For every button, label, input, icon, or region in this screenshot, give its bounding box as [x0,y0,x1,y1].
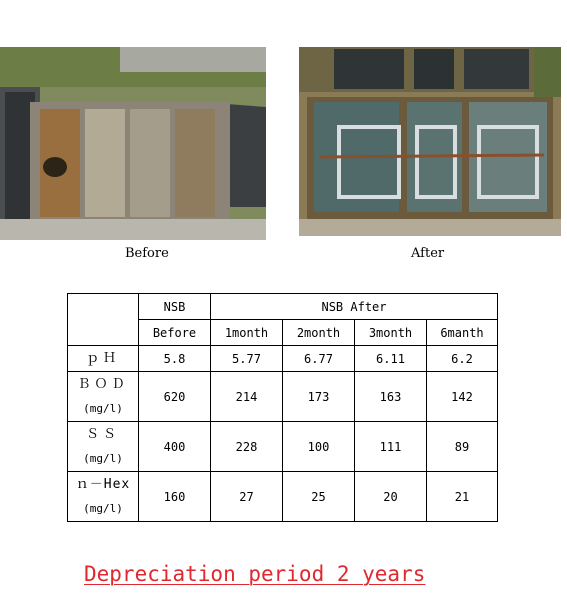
param-name-cell [68,422,139,472]
table-row-ss [68,422,498,472]
before-value-cell: 620 [139,372,211,422]
before-value-cell: 160 [139,472,211,522]
before-caption: Before [125,246,169,261]
param-name: ＳＳ [85,426,120,442]
param-name: ｎ－Hex [75,476,131,492]
value-cell: 6.11 [355,346,427,372]
period-header-cell: 2month [283,320,355,346]
value-cell: 214 [211,372,283,422]
value-cell: 163 [355,372,427,422]
value-cell: 173 [283,372,355,422]
param-name-cell [68,346,139,372]
before-photo [0,47,266,240]
param-name: ＢＯＤ [77,376,129,392]
param-unit: (mg/l) [83,401,123,415]
value-cell: 27 [211,472,283,522]
value-cell: 25 [283,472,355,522]
value-cell: 142 [427,372,498,422]
param-name-cell [68,372,139,422]
table-header-row [68,294,498,320]
period-header-cell: 3month [355,320,427,346]
value-cell: 89 [427,422,498,472]
after-photo-drawing [299,47,561,236]
period-header-cell: 1month [211,320,283,346]
before-photo-drawing [0,47,266,240]
param-name: ｐＨ [85,351,120,366]
after-caption: After [411,246,445,261]
before-value-cell: 5.8 [139,346,211,372]
value-cell: 20 [355,472,427,522]
table-row-nhex [68,472,498,522]
results-table [67,293,498,522]
before-value-cell: 400 [139,422,211,472]
period-header-cell: 6manth [427,320,498,346]
value-cell: 5.77 [211,346,283,372]
param-unit: (mg/l) [83,451,123,465]
value-cell: 228 [211,422,283,472]
table-row-bod [68,372,498,422]
before-header-cell: Before [139,320,211,346]
empty-header-cell [68,294,139,346]
value-cell: 6.2 [427,346,498,372]
param-name-cell [68,472,139,522]
depreciation-note: Depreciation period 2 years [84,562,426,586]
after-photo [299,47,561,236]
nsb-after-header-cell: NSB After [211,294,498,320]
value-cell: 6.77 [283,346,355,372]
table-row-ph [68,346,498,372]
nsb-header-cell: NSB [139,294,211,320]
value-cell: 21 [427,472,498,522]
param-unit: (mg/l) [83,501,123,515]
value-cell: 100 [283,422,355,472]
value-cell: 111 [355,422,427,472]
